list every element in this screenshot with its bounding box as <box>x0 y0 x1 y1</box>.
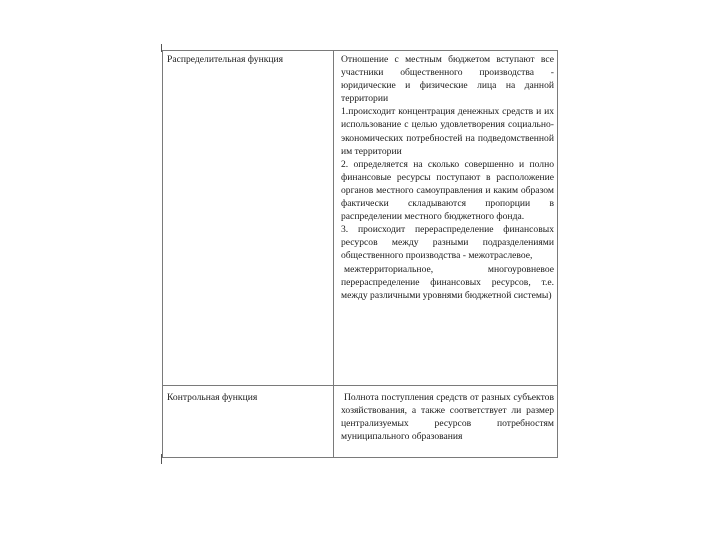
description-paragraph: Полнота поступления средств от разных субъектов хозяйствования, а также соответствует ли размер централизуемых ресурсов потребностям муниципального образования <box>341 391 554 443</box>
function-name-cell <box>163 385 334 457</box>
functions-table <box>162 50 558 458</box>
description-paragraph: Отношение с местным бюджетом вступают все участники общественного производства - юридические и физические лица на данной территории <box>341 54 554 105</box>
function-description-cell <box>334 385 558 457</box>
description-paragraph: 3. происходит перераспределение финансовых ресурсов между разными подразделениями общественного производства - межотраслевое, <box>341 224 554 262</box>
table-row <box>163 385 558 457</box>
function-name-distributive: Распределительная функция <box>167 54 284 65</box>
description-paragraph: 2. определяется на сколько совершенно и полно финансовые ресурсы поступают в расположение органов местного самоуправления и каким образом фактически складываются пропорции в распределении местного бюджетного фонда. <box>341 158 554 223</box>
description-paragraph: межтерриториальное, многоуровневое перераспределение финансовых ресурсов, т.е. между различными уровнями бюджетной системы) <box>341 263 554 301</box>
description-paragraph: 1.происходит концентрация денежных средств и их использование с целью удовлетворения социально-экономических потребностей на подведомственной им территории <box>341 106 554 157</box>
table-edge-mark-bottom <box>161 454 162 464</box>
function-description-cell <box>334 51 558 386</box>
function-name-control: Контрольная функция <box>167 391 258 403</box>
function-name-cell <box>163 51 334 386</box>
table-row <box>163 51 558 386</box>
